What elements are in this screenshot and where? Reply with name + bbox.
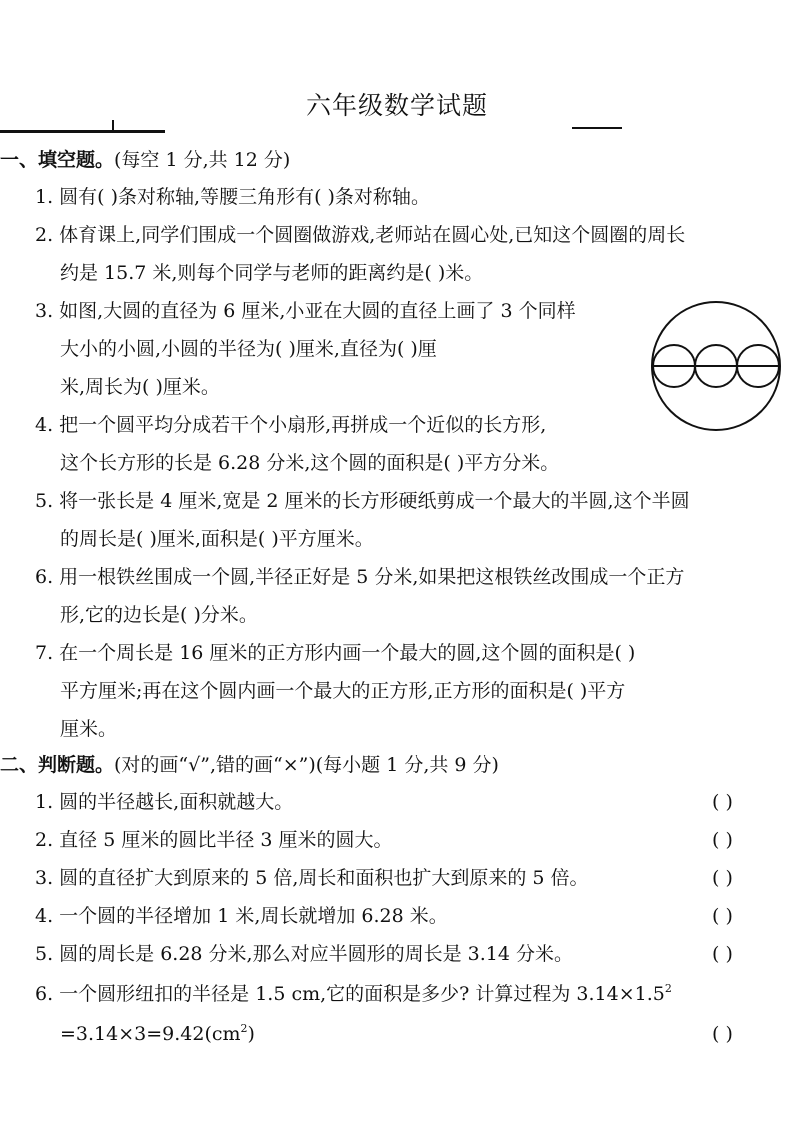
q7-line2: 平方厘米;再在这个圆内画一个最大的正方形,正方形的面积是( )平方	[60, 680, 626, 702]
j6-exponent1: 2	[664, 982, 672, 995]
section1-score-note: (每空 1 分,共 12 分)	[114, 149, 291, 171]
scan-artifact-line-right	[572, 127, 622, 129]
j4-answer-paren[interactable]: ( )	[712, 905, 733, 927]
j6-close-paren: )	[247, 1023, 255, 1045]
circles-figure	[650, 300, 782, 432]
q4-line1: 4. 把一个圆平均分成若干个小扇形,再拼成一个近似的长方形,	[35, 414, 547, 436]
section2-score-note: (对的画“√”,错的画“×”)(每小题 1 分,共 9 分)	[114, 754, 499, 776]
j6-text-line2: =3.14×3=9.42(cm	[60, 1023, 241, 1045]
j3-answer-paren[interactable]: ( )	[712, 867, 733, 889]
q4-line2: 这个长方形的长是 6.28 分米,这个圆的面积是( )平方分米。	[60, 452, 560, 474]
j2-answer-paren[interactable]: ( )	[712, 829, 733, 851]
page-title: 六年级数学试题	[305, 91, 488, 120]
q7-line3: 厘米。	[60, 718, 118, 740]
j4-text: 4. 一个圆的半径增加 1 米,周长就增加 6.28 米。	[35, 905, 448, 927]
q5-line2: 的周长是( )厘米,面积是( )平方厘米。	[60, 528, 374, 550]
q6-line1: 6. 用一根铁丝围成一个圆,半径正好是 5 分米,如果把这根铁丝改围成一个正方	[35, 566, 685, 588]
q7-line1: 7. 在一个周长是 16 厘米的正方形内画一个最大的圆,这个圆的面积是( )	[35, 642, 636, 664]
j5-text: 5. 圆的周长是 6.28 分米,那么对应半圆形的周长是 3.14 分米。	[35, 943, 573, 965]
j1-text: 1. 圆的半径越长,面积就越大。	[35, 791, 294, 813]
j6-line2	[60, 1022, 255, 1046]
scan-artifact-tick	[112, 120, 114, 132]
section2-heading	[0, 753, 499, 777]
j2-text: 2. 直径 5 厘米的圆比半径 3 厘米的圆大。	[35, 829, 393, 851]
scan-artifact-line-left	[0, 130, 165, 133]
j5-answer-paren[interactable]: ( )	[712, 943, 733, 965]
j6-text-line1: 6. 一个圆形纽扣的半径是 1.5 cm,它的面积是多少? 计算过程为 3.14×1.5	[35, 983, 665, 1005]
q3-line3: 米,周长为( )厘米。	[60, 376, 220, 398]
j6-answer-paren[interactable]: ( )	[712, 1023, 733, 1045]
q6-line2: 形,它的边长是( )分米。	[60, 604, 258, 626]
j3-text: 3. 圆的直径扩大到原来的 5 倍,周长和面积也扩大到原来的 5 倍。	[35, 867, 589, 889]
j6-line1	[35, 982, 672, 1006]
q2-line2: 约是 15.7 米,则每个同学与老师的距离约是( )米。	[60, 262, 484, 284]
q3-line2: 大小的小圆,小圆的半径为( )厘米,直径为( )厘	[60, 338, 437, 360]
j1-answer-paren[interactable]: ( )	[712, 791, 733, 813]
section2-title: 二、判断题。	[0, 754, 115, 776]
q3-line1: 3. 如图,大圆的直径为 6 厘米,小亚在大圆的直径上画了 3 个同样	[35, 300, 576, 322]
q5-line1: 5. 将一张长是 4 厘米,宽是 2 厘米的长方形硬纸剪成一个最大的半圆,这个半圆	[35, 490, 690, 512]
j6-exponent2: 2	[240, 1022, 248, 1035]
section1-heading	[0, 148, 290, 172]
section1-title: 一、填空题。	[0, 149, 115, 171]
q2-line1: 2. 体育课上,同学们围成一个圆圈做游戏,老师站在圆心处,已知这个圆圈的周长	[35, 224, 686, 246]
q1-line: 1. 圆有( )条对称轴,等腰三角形有( )条对称轴。	[35, 186, 430, 208]
